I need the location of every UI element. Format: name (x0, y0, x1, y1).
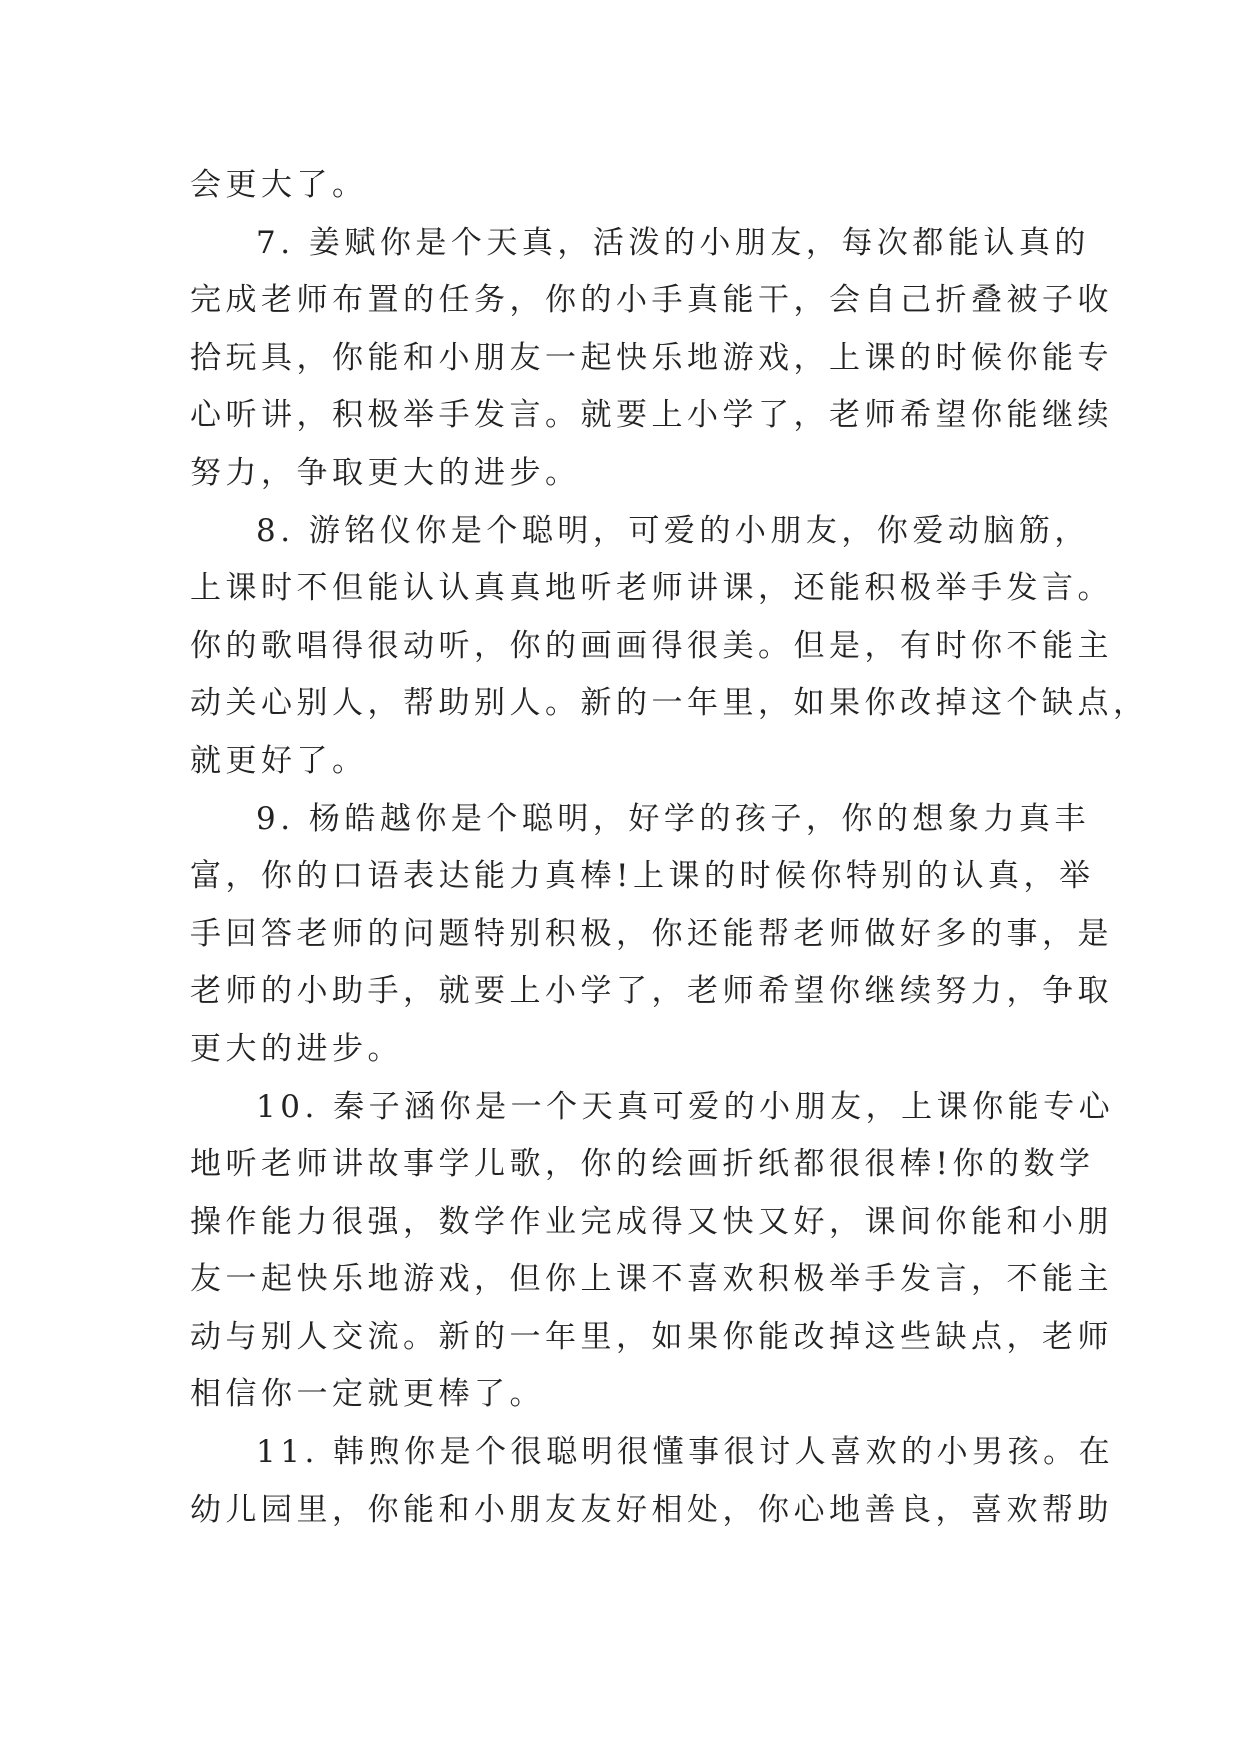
text-line: 幼儿园里，你能和小朋友友好相处，你心地善良，喜欢帮助 (190, 1491, 1113, 1528)
text-line: 完成老师布置的任务，你的小手真能干，会自己折叠被子收 (190, 282, 1113, 319)
text-line: 更大的进步。 (190, 1030, 403, 1067)
text-line: 操作能力很强，数学作业完成得又快又好，课间你能和小朋 (190, 1203, 1113, 1240)
text-line: 动与别人交流。新的一年里，如果你能改掉这些缺点，老师 (190, 1318, 1113, 1355)
text-line: 你的歌唱得很动听，你的画画得很美。但是，有时你不能主 (190, 627, 1113, 664)
text-line: 拾玩具，你能和小朋友一起快乐地游戏，上课的时候你能专 (190, 339, 1113, 376)
text-line: 地听老师讲故事学儿歌，你的绘画折纸都很很棒!你的数学 (190, 1146, 1095, 1183)
paragraph-first-line: 9. 杨皓越你是个聪明，好学的孩子，你的想象力真丰 (256, 800, 1090, 837)
document-body (190, 157, 1149, 1539)
paragraph-first-line: 11. 韩煦你是个很聪明很懂事很讨人喜欢的小男孩。在 (256, 1434, 1115, 1471)
paragraph-first-line: 8. 游铭仪你是个聪明，可爱的小朋友，你爱动脑筋， (256, 512, 1090, 549)
text-line: 老师的小助手，就要上小学了，老师希望你继续努力，争取 (190, 973, 1113, 1010)
text-line: 相信你一定就更棒了。 (190, 1376, 545, 1413)
text-line: 心听讲，积极举手发言。就要上小学了，老师希望你能继续 (190, 397, 1113, 434)
paragraph-first-line: 7. 姜赋你是个天真，活泼的小朋友，每次都能认真的 (256, 224, 1090, 261)
paragraph-first-line: 10. 秦子涵你是一个天真可爱的小朋友，上课你能专心 (256, 1088, 1115, 1125)
text-line: 动关心别人，帮助别人。新的一年里，如果你改掉这个缺点， (190, 685, 1149, 722)
text-line: 友一起快乐地游戏，但你上课不喜欢积极举手发言，不能主 (190, 1261, 1113, 1298)
text-line: 就更好了。 (190, 742, 368, 779)
text-line: 努力，争取更大的进步。 (190, 454, 581, 491)
text-line: 富，你的口语表达能力真棒!上课的时候你特别的认真，举 (190, 858, 1095, 895)
text-line: 上课时不但能认认真真地听老师讲课，还能积极举手发言。 (190, 570, 1113, 607)
text-line: 会更大了。 (190, 167, 368, 203)
text-line: 手回答老师的问题特别积极，你还能帮老师做好多的事，是 (190, 915, 1113, 952)
